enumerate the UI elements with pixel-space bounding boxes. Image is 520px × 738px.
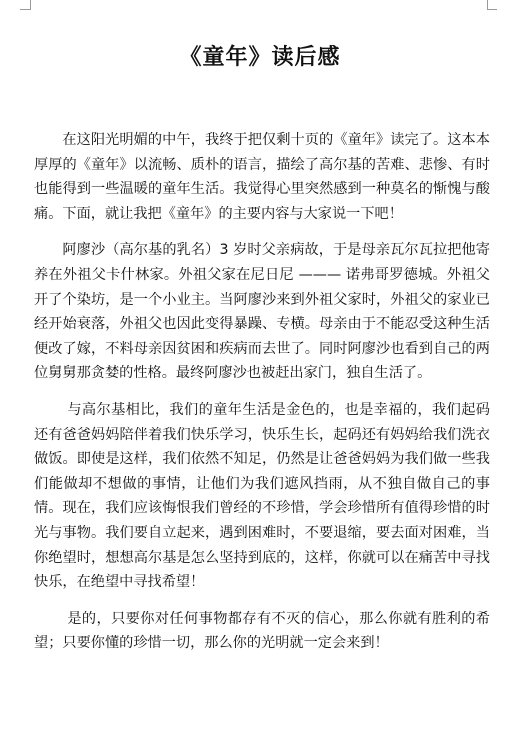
document-body — [34, 128, 490, 656]
paragraph-1: 在这阳光明媚的中午，我终于把仅剩十页的《童年》读完了。这本本厚厚的《童年》以流畅、质朴的语言，描绘了高尔基的苦难、悲惨、有时也能得到一些温暖的童年生活。我觉得心里突然感到一种莫名的惭愧与酸痛。下面，就让我把《童年》的主要内容与大家说一下吧！ — [34, 132, 490, 222]
paragraph-3: 与高尔基相比，我们的童年生活是金色的，也是幸福的，我们起码还有爸爸妈妈陪伴着我们快乐学习，快乐生长，起码还有妈妈给我们洗衣做饭。即使是这样，我们依然不知足，仍然是让爸爸妈妈为我们做一些我们能做却不想做的事情，让他们为我们遮风挡雨，从不独自做自己的事情。现在，我们应该悔恨我们曾经的不珍惜，学会珍惜所有值得珍惜的时光与事物。我们要自立起来，遇到困难时，不要退缩，要去面对困难，当你绝望时，想想高尔基是怎么坚持到底的，这样，你就可以在痛苦中寻找快乐，在绝望中寻找希望！ — [34, 401, 490, 591]
paragraph-4: 是的，只要你对任何事物都存有不灭的信心，那么你就有胜利的希望；只要你懂的珍惜一切，那么你的光明就一定会来到！ — [34, 610, 490, 652]
page-corner-mark-right — [487, 0, 488, 10]
document-title: 《童年》读后感 — [179, 45, 341, 70]
page-corner-mark-left — [30, 0, 31, 10]
paragraph-2: 阿廖沙（高尔基的乳名）3 岁时父亲病故，于是母亲瓦尔瓦拉把他寄养在外祖父卡什林家。外祖父家在尼日尼 ——— 诺弗哥罗德城。外祖父开了个染坊，是一个小业主。当阿廖沙来到外祖父家时，外祖父的家业已经开始衰落，外祖父也因此变得暴躁、专横。母亲由于不能忍受这种生活便改了嫁，不料母亲因贫困和疾病而去世了。同时阿廖沙也看到自己的两位舅舅那贪婪的性格。最终阿廖沙也被赶出家门，独自生活了。 — [34, 242, 490, 382]
